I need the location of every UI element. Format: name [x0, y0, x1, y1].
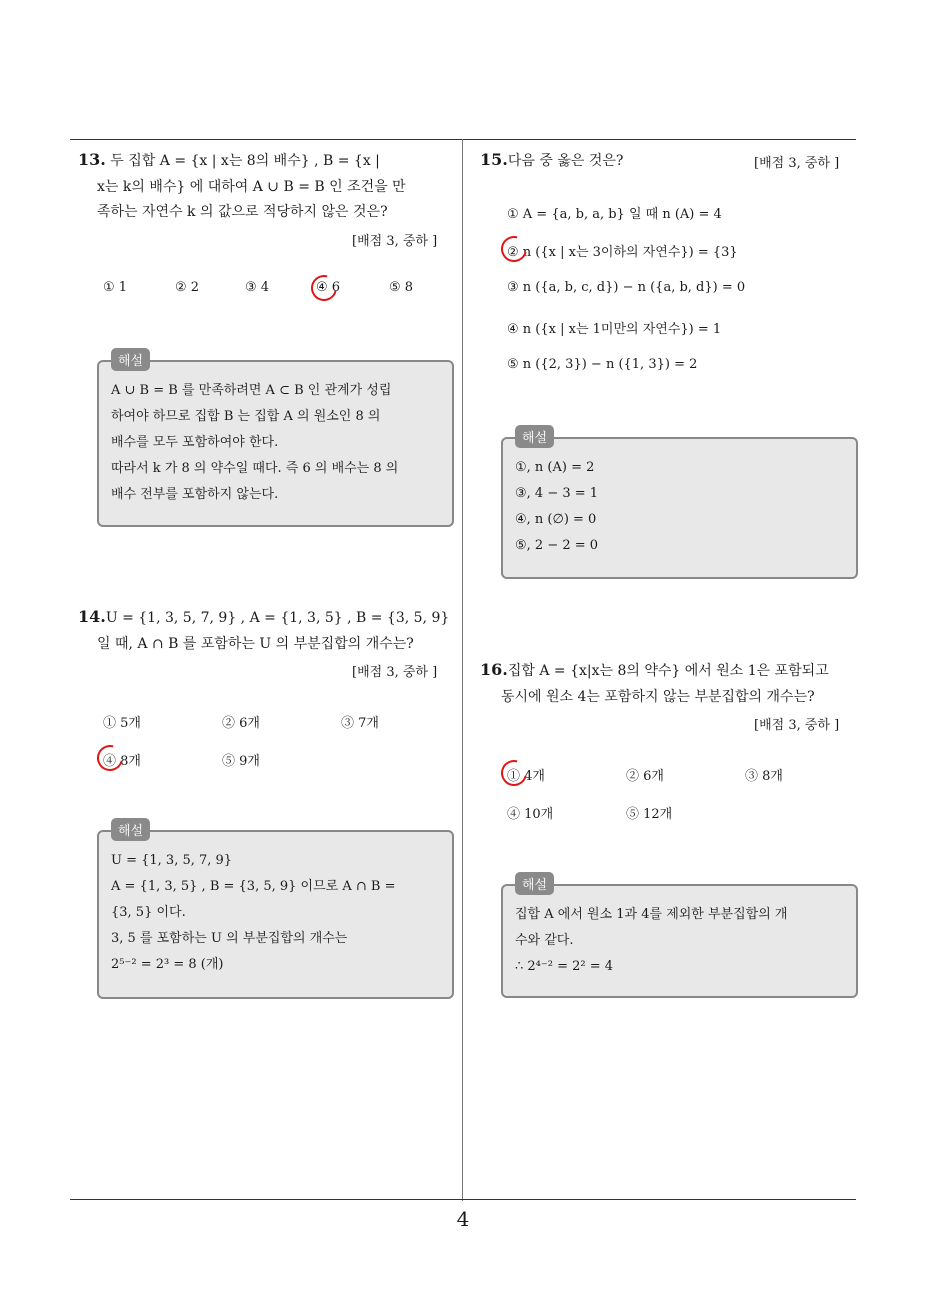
- option-1[interactable]: ① 4개: [507, 769, 545, 784]
- score-meta: [배점 3, 중하 ]: [352, 234, 438, 249]
- column-divider: [462, 139, 463, 1201]
- answer-mark-icon: [92, 740, 128, 776]
- solution-line: 따라서 k 가 8 의 약수일 때다. 즉 6 의 배수는 8 의: [111, 461, 399, 476]
- solution-line: 3, 5 를 포함하는 U 의 부분집합의 개수는: [111, 931, 348, 946]
- question-text: 족하는 자연수 k 의 값으로 적당하지 않은 것은?: [97, 204, 388, 220]
- solution-line: 배수를 모두 포함하여야 한다.: [111, 435, 279, 450]
- solution-line: U = {1, 3, 5, 7, 9}: [111, 853, 233, 868]
- page-number: 4: [456, 1207, 470, 1231]
- question-number: 16.: [480, 660, 508, 679]
- solution-line: ④, n (∅) = 0: [515, 512, 597, 527]
- option-1[interactable]: ① A = {a, b, a, b} 일 때 n (A) = 4: [507, 207, 722, 222]
- question-text: U = {1, 3, 5, 7, 9} , A = {1, 3, 5} , B = {3, 5, 9}: [105, 610, 450, 626]
- solution-line: ⑤, 2 − 2 = 0: [515, 538, 599, 553]
- solution-line: ∴ 2⁴⁻² = 2² = 4: [515, 959, 614, 974]
- option-1[interactable]: ① 1: [103, 280, 128, 295]
- top-rule: [70, 139, 856, 140]
- option-4[interactable]: ④ 10개: [507, 807, 554, 822]
- option-3[interactable]: ③ 4: [245, 280, 270, 295]
- question-number: 15.: [480, 150, 508, 169]
- solution-tag: 해설: [515, 425, 554, 448]
- solution-line: 2⁵⁻² = 2³ = 8 (개): [111, 957, 224, 972]
- solution-line: A ∪ B = B 를 만족하려면 A ⊂ B 인 관계가 성립: [111, 383, 392, 398]
- answer-mark-icon: [496, 231, 532, 267]
- bottom-rule: [70, 1199, 856, 1200]
- question-text: 다음 중 옳은 것은?: [507, 153, 624, 169]
- solution-tag: 해설: [515, 872, 554, 895]
- solution-line: 집합 A 에서 원소 1과 4를 제외한 부분집합의 개: [515, 907, 788, 922]
- option-4[interactable]: ④ 6: [316, 280, 341, 295]
- question-number: 14.: [78, 607, 106, 626]
- option-3[interactable]: ③ 8개: [745, 769, 783, 784]
- solution-line: ③, 4 − 3 = 1: [515, 486, 599, 501]
- option-1[interactable]: ① 5개: [103, 716, 141, 731]
- answer-mark-icon: [496, 755, 532, 791]
- solution-line: 수와 같다.: [515, 933, 574, 948]
- question-text: x는 k의 배수} 에 대하여 A ∪ B = B 인 조건을 만: [97, 179, 406, 195]
- solution-line: ①, n (A) = 2: [515, 460, 595, 475]
- option-5[interactable]: ⑤ 12개: [626, 807, 673, 822]
- score-meta: [배점 3, 중하 ]: [754, 718, 840, 733]
- score-meta: [배점 3, 중하 ]: [754, 156, 840, 171]
- solution-tag: 해설: [111, 818, 150, 841]
- answer-mark-icon: [306, 270, 342, 306]
- option-3[interactable]: ③ n ({a, b, c, d}) − n ({a, b, d}) = 0: [507, 280, 746, 295]
- question-text: 두 집합 A = {x | x는 8의 배수} , B = {x |: [110, 153, 380, 169]
- option-2[interactable]: ② 2: [175, 280, 200, 295]
- option-5[interactable]: ⑤ 8: [389, 280, 414, 295]
- question-text: 집합 A = {x|x는 8의 약수} 에서 원소 1은 포함되고: [507, 663, 829, 679]
- solution-line: {3, 5} 이다.: [111, 905, 186, 920]
- option-2[interactable]: ② n ({x | x는 3이하의 자연수}) = {3}: [507, 245, 738, 260]
- option-5[interactable]: ⑤ 9개: [222, 754, 260, 769]
- question-text: 동시에 원소 4는 포함하지 않는 부분집합의 개수는?: [501, 689, 815, 705]
- question-text: 일 때, A ∩ B 를 포함하는 U 의 부분집합의 개수는?: [97, 636, 414, 652]
- question-number: 13.: [78, 150, 106, 169]
- solution-line: 배수 전부를 포함하지 않는다.: [111, 487, 279, 502]
- solution-tag: 해설: [111, 348, 150, 371]
- score-meta: [배점 3, 중하 ]: [352, 665, 438, 680]
- option-3[interactable]: ③ 7개: [341, 716, 379, 731]
- solution-line: 하여야 하므로 집합 B 는 집합 A 의 원소인 8 의: [111, 409, 381, 424]
- option-5[interactable]: ⑤ n ({2, 3}) − n ({1, 3}) = 2: [507, 357, 698, 372]
- solution-line: A = {1, 3, 5} , B = {3, 5, 9} 이므로 A ∩ B =: [111, 879, 396, 894]
- option-2[interactable]: ② 6개: [626, 769, 664, 784]
- option-4[interactable]: ④ n ({x | x는 1미만의 자연수}) = 1: [507, 322, 722, 337]
- option-4[interactable]: ④ 8개: [103, 754, 141, 769]
- option-2[interactable]: ② 6개: [222, 716, 260, 731]
